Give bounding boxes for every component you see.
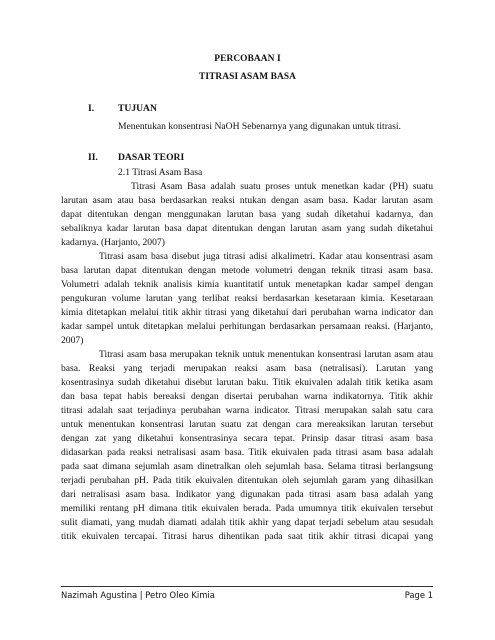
body-line: dari netralisasi asam basa. Indikator yang digunakan pada titrasi asam basa adalah yang <box>61 489 433 500</box>
body-line: dapat ditentukan dengan menggunakan larutan basa yang sudah diketahui kadarnya, dan <box>61 209 433 220</box>
body-line: sebaliknya kadar larutan basa dapat ditentukan dengan larutan asam yang sudah diketahui <box>61 223 433 234</box>
footer-author: Nazimah Agustina | Petro Oleo Kimia <box>61 590 215 600</box>
body-line: Volumetri adalah teknik analisis kimia kuantitatif untuk menetapkan kadar sampel dengan <box>61 279 433 290</box>
body-line: kadarnya. (Harjanto, 2007) <box>61 237 165 248</box>
body-line: kosentrasinya sudah diketahui disebut larutan baku. Titik ekuivalen adalah titik ketika asam <box>61 377 433 388</box>
body-line: kimia ditetapkan melalui titik akhir titrasi yang diketahui dari perubahan warna indicator dan <box>61 307 433 318</box>
body-line: larutan asam atau basa berdasarkan reaksi ntukan dengan asam basa. Kadar larutan asam <box>61 195 433 206</box>
body-line: titrasi adalah saat terjadinya perubahan warna indicator. Titrasi merupakan salah satu cara <box>61 405 433 416</box>
section-heading: TUJUAN <box>118 103 157 114</box>
footer-divider <box>61 586 433 587</box>
body-line: terjadi perubahan pH. Pada titik ekuivalen ditentukan oleh sejumlah garam yang dihasilkan <box>61 475 433 486</box>
document-subtitle: TITRASI ASAM BASA <box>198 72 297 82</box>
body-line: dan basa tepat habis bereaksi dengan disertai perubahan warna indikatornya. Titik akhir <box>61 391 433 402</box>
section-number: I. <box>88 103 95 114</box>
body-line: pengukuran volume larutan yang terlibat reaksi berdasarkan kesetaraan kimia. Kesetaraan <box>61 293 433 304</box>
body-line: dengan zat yang diketahui konsentrasinya secara tepat. Prinsip dasar titrasi asam basa <box>61 433 433 444</box>
body-line: memiliki rentang pH dimana titik ekuivalen berada. Pada umumnya titik ekuivalen tersebut <box>61 503 433 514</box>
body-line: titik ekuivalen tercapai. Titrasi harus dihentikan pada saat titik akhir titrasi dicapai yang <box>61 531 433 542</box>
body-line: 2007) <box>61 335 84 346</box>
body-line: Titrasi Asam Basa adalah suatu proses untuk menetkan kadar (PH) suatu <box>131 181 433 192</box>
body-line: basa. Reaksi yang terjadi merupakan reaksi asam basa (netralisasi). Larutan yang <box>61 363 433 374</box>
section-text: Menentukan konsentrasi NaOH Sebenarnya yang digunakan untuk titrasi. <box>118 121 401 132</box>
subsection-heading: 2.1 Titrasi Asam Basa <box>118 167 203 178</box>
document-title: PERCOBAAN I <box>214 54 281 64</box>
body-line: Titrasi asam basa disebut juga titrasi adisi alkalimetri. Kadar atau konsentrasi asam <box>99 251 433 262</box>
body-line: basa larutan dapat ditentukan dengan metode volumetri dengan teknik titrasi asam basa. <box>61 265 433 276</box>
section-heading: DASAR TEORI <box>118 152 185 163</box>
footer-page-number: Page 1 <box>404 590 433 600</box>
body-line: Titrasi asam basa merupakan teknik untuk menentukan konsentrasi larutan asam atau <box>99 349 433 360</box>
section-number: II. <box>88 152 98 163</box>
body-line: didasarkan pada reaksi netralisasi asam basa. Titik ekuivalen pada titrasi asam basa adalah <box>61 447 433 458</box>
body-line: kadar sampel untuk ditetapkan melalui perhitungan berdasarkan persamaan reaksi. (Harjanto, <box>61 321 433 332</box>
body-line: untuk menentukan konsentrasi larutan suatu zat dengan cara mereaksikan larutan tersebut <box>61 419 433 430</box>
body-line: sulit diamati, yang mudah diamati adalah titik akhir yang dapat terjadi sebelum atau sesudah <box>61 517 433 528</box>
body-line: pada saat dimana sejumlah asam dinetralkan oleh sejumlah basa. Selama titrasi berlangsung <box>61 461 433 472</box>
